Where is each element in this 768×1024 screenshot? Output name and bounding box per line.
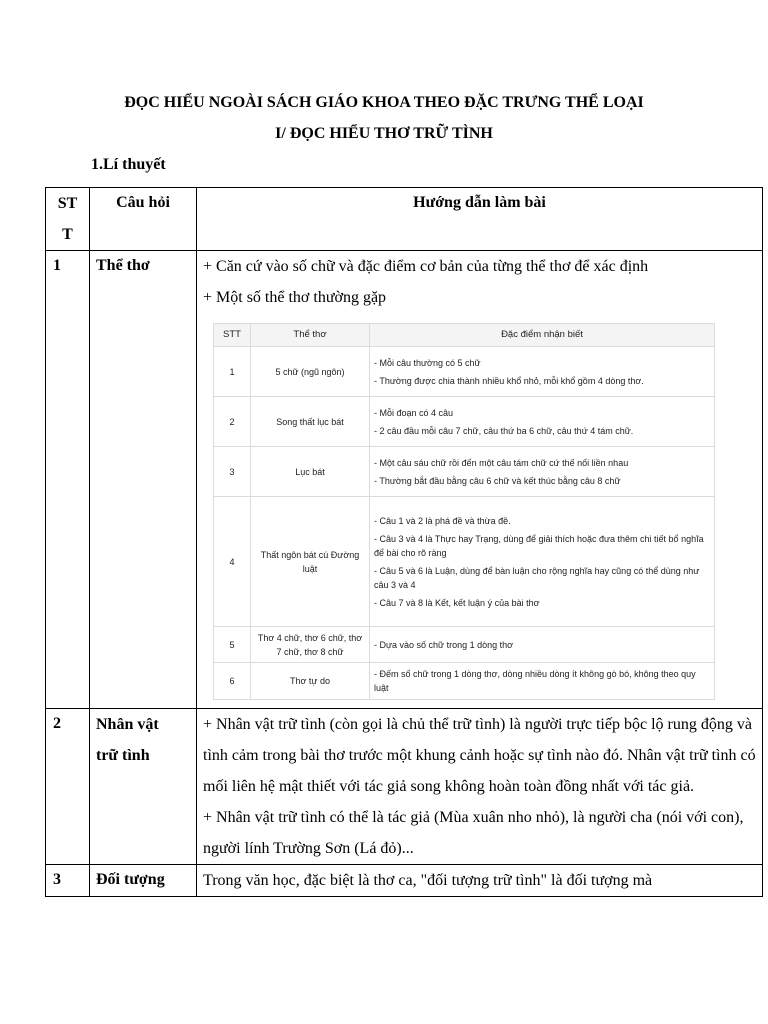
embed-row — [214, 347, 715, 397]
header-guide: Hướng dẫn làm bài — [197, 188, 763, 251]
row-number: 1 — [46, 251, 90, 709]
header-stt-line1: ST — [57, 195, 78, 212]
embed-row — [214, 627, 715, 663]
embed-header-type: Thể thơ — [251, 324, 370, 347]
embed-notes: - Mỗi đoạn có 4 câu - 2 câu đầu mỗi câu 7 chữ, câu thứ ba 6 chữ, câu thứ 4 tám chữ. — [370, 397, 715, 447]
embed-stt: 5 — [214, 627, 251, 663]
row-label: Thể thơ — [90, 251, 197, 709]
embed-type: Song thất lục bát — [251, 397, 370, 447]
row-content — [197, 865, 763, 897]
embed-notes: - Câu 1 và 2 là phá đề và thừa đề. - Câu 3 và 4 là Thực hay Trạng, dùng để giải thích hoặc đưa thêm chi tiết bổ nghĩa để bài cho rõ ràng - Câu 5 và 6 là Luận, dùng để bàn luận cho rộng nghĩa hay cũng có thể dùng như câu 3 và 4 - Câu 7 và 8 là Kết, kết luận ý của bài thơ — [370, 497, 715, 627]
embed-stt: 6 — [214, 663, 251, 700]
content-line: Trong văn học, đặc biệt là thơ ca, "đối tượng trữ tình" là đối tượng mà — [203, 872, 653, 889]
row-number: 2 — [46, 709, 90, 865]
row-content — [197, 709, 763, 865]
header-row — [46, 188, 763, 251]
embed-notes: - Dựa vào số chữ trong 1 dòng thơ — [370, 627, 715, 663]
content-line: + Một số thể thơ thường gặp — [203, 289, 387, 306]
table-row — [46, 251, 763, 709]
embed-notes: - Đếm số chữ trong 1 dòng thơ, dòng nhiều dòng ít không gò bó, không theo quy luật — [370, 663, 715, 700]
document-title: ĐỌC HIỂU NGOÀI SÁCH GIÁO KHOA THEO ĐẶC TRƯNG THỂ LOẠI — [124, 94, 644, 111]
embed-header-features: Đặc điểm nhận biết — [370, 324, 715, 347]
section-title: I/ ĐỌC HIỂU THƠ TRỮ TÌNH — [275, 125, 493, 142]
embed-type: Thất ngôn bát cú Đường luật — [251, 497, 370, 627]
header-stt-line2: T — [62, 226, 73, 243]
row-label: Đối tượng — [90, 865, 197, 897]
embed-stt: 1 — [214, 347, 251, 397]
embed-type: 5 chữ (ngũ ngôn) — [251, 347, 370, 397]
embed-header-row — [214, 324, 715, 347]
embed-row — [214, 447, 715, 497]
embed-type: Thơ tự do — [251, 663, 370, 700]
table-row — [46, 865, 763, 897]
embed-row — [214, 397, 715, 447]
embed-notes: - Mỗi câu thường có 5 chữ - Thường được chia thành nhiều khổ nhỏ, mỗi khổ gồm 4 dòng thơ. — [370, 347, 715, 397]
subsection-title: 1.Lí thuyết — [91, 156, 166, 173]
row-label-line1: Nhân vật — [96, 716, 159, 733]
embed-row — [214, 663, 715, 700]
embed-stt: 3 — [214, 447, 251, 497]
embed-type: Thơ 4 chữ, thơ 6 chữ, thơ 7 chữ, thơ 8 chữ — [251, 627, 370, 663]
content-paragraph: + Nhân vật trữ tình có thể là tác giả (Mùa xuân nho nhỏ), là người cha (nói với con), người lính Trường Sơn (Lá đỏ)... — [203, 809, 744, 857]
embed-notes: - Một câu sáu chữ rồi đến một câu tám chữ cứ thế nối liền nhau - Thường bắt đầu bằng câu 6 chữ và kết thúc bằng câu 8 chữ — [370, 447, 715, 497]
poetry-forms-table — [213, 323, 715, 700]
header-question: Câu hỏi — [90, 188, 197, 251]
embed-header-stt: STT — [214, 324, 251, 347]
row-label — [90, 709, 197, 865]
content-paragraph: + Nhân vật trữ tình (còn gọi là chủ thể trữ tình) là người trực tiếp bộc lộ rung động và tình cảm trong bài thơ trước một khung cảnh hoặc sự tình nào đó. Nhân vật trữ tình có mối liên hệ mật thiết với tác giả song không hoàn toàn đồng nhất với tác giả. — [203, 716, 756, 795]
embed-stt: 2 — [214, 397, 251, 447]
row-number: 3 — [46, 865, 90, 897]
header-stt — [46, 188, 90, 251]
poetry-forms-image-table — [213, 323, 715, 700]
table-row — [46, 709, 763, 865]
embed-stt: 4 — [214, 497, 251, 627]
row-content — [197, 251, 763, 709]
row-label-line2: trữ tình — [96, 747, 150, 764]
embed-type: Lục bát — [251, 447, 370, 497]
guide-table — [45, 187, 763, 897]
content-line: + Căn cứ vào số chữ và đặc điểm cơ bản của từng thể thơ để xác định — [203, 258, 649, 275]
embed-row — [214, 497, 715, 627]
